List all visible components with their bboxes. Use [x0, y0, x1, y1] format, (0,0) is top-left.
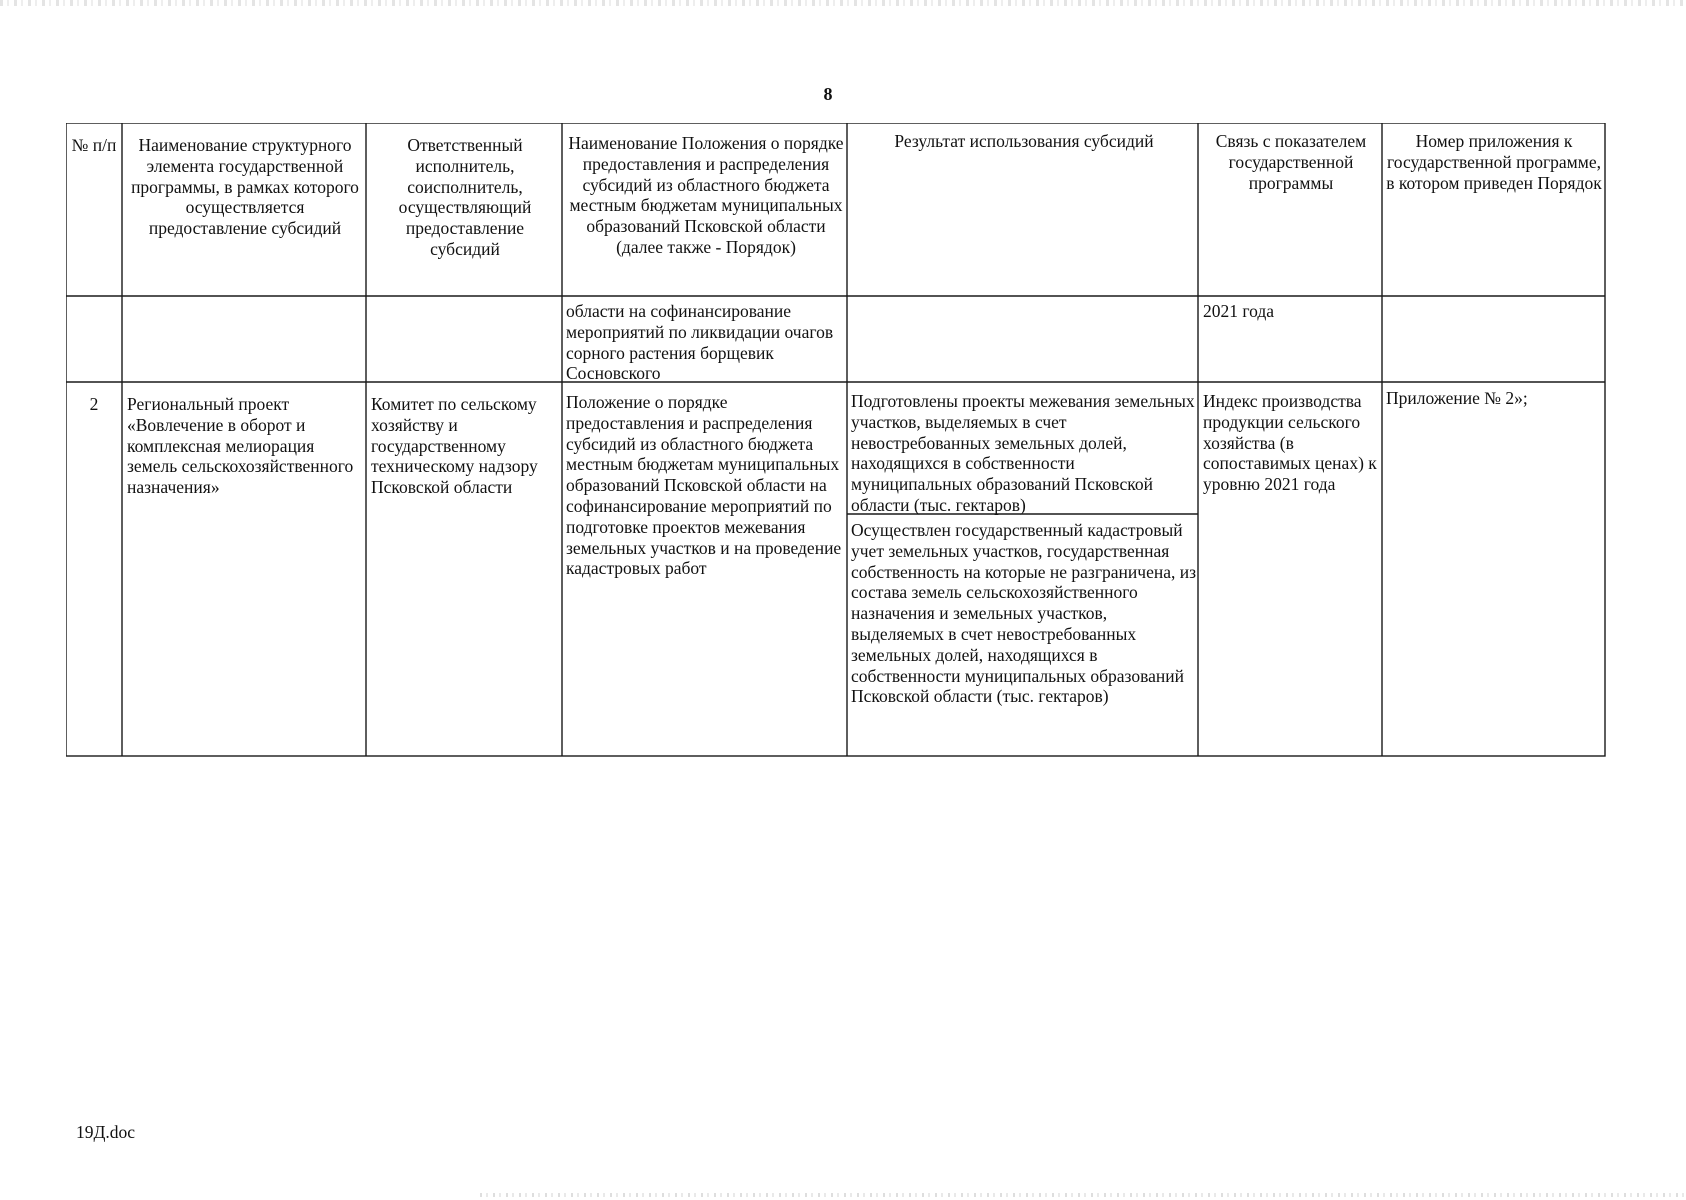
header-regulation: Наименование Положения о порядке предоставления и распределения субсидий из областного бюджета местным бюджетам муниципальных образований Псковской области (далее также - Порядок): [568, 133, 844, 257]
header-subsidy-result: Результат использования субсидий: [894, 131, 1154, 151]
row2-appendix: Приложение № 2»;: [1386, 388, 1528, 408]
scan-edge-top: [0, 0, 1686, 6]
header-appendix-number: Номер приложения к государственной программе, в котором приведен Порядок: [1386, 131, 1602, 193]
subsidy-table: [66, 123, 1606, 757]
header-number: № п/п: [71, 135, 117, 155]
header-indicator-link: Связь с показателем государственной программы: [1215, 131, 1367, 193]
scan-edge-bottom: [480, 1193, 1686, 1197]
continuation-regulation: области на софинансирование мероприятий по ликвидации очагов сорного растения борщевик Сосновского: [566, 301, 834, 384]
header-executor: Ответственный исполнитель, соисполнитель, осуществляющий предоставление субсидий: [398, 135, 532, 259]
row2-structural-element: Региональный проект «Вовлечение в оборот и комплексная мелиорация земель сельскохозяйственного назначения»: [127, 394, 354, 498]
continuation-indicator: 2021 года: [1203, 301, 1275, 321]
header-structural-element: Наименование структурного элемента государственной программы, в рамках которого осуществляется предоставление субсидий: [131, 135, 359, 239]
row2-regulation: Положение о порядке предоставления и распределения субсидий из областного бюджета местным бюджетам муниципальных образований Псковской области на софинансирование мероприятий по подготовке проектов межевания земельных участков и на проведение кадастровых работ: [566, 392, 842, 579]
row2-executor: Комитет по сельскому хозяйству и государственному техническому надзору Псковской области: [371, 394, 538, 498]
row2-result-survey-projects: Подготовлены проекты межевания земельных участков, выделяемых в счет невостребованных земельных долей, находящихся в собственности муниципальных образований Псковской области (тыс. гектаров): [851, 391, 1195, 515]
row2-result-cadastral-registration: Осуществлен государственный кадастровый учет земельных участков, государственная собственность на которые не разграничена, из состава земель сельскохозяйственного назначения и земельных участков, выделяемых в счет невостребованных земельных долей, находящихся в собственности муниципальных образований Псковской области (тыс. гектаров): [851, 520, 1197, 707]
row2-indicator: Индекс производства продукции сельского хозяйства (в сопоставимых ценах) к уровню 2021 года: [1203, 391, 1377, 495]
page-number: 8: [823, 84, 833, 104]
row2-number: 2: [89, 394, 99, 414]
footer-filename: 19Д.doc: [76, 1122, 136, 1142]
